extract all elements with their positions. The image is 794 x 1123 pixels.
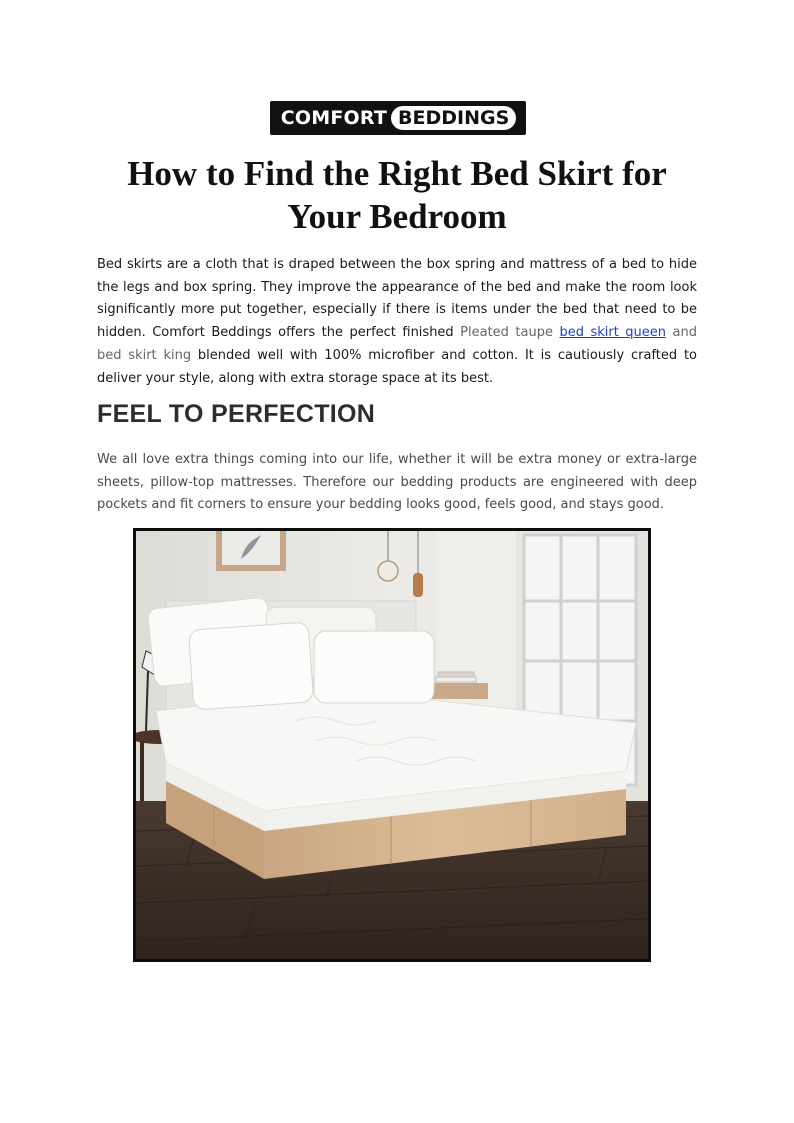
intro-text-after: blended well with 100% microfiber and cotton. It is cautiously crafted to deliver your style, along with extra storage space at its best. — [97, 347, 697, 386]
brand-logo — [270, 101, 526, 135]
logo-word-comfort: COMFORT — [280, 107, 387, 129]
bed-skirt-queen-link[interactable]: bed skirt queen — [559, 325, 667, 341]
bedroom-illustration — [136, 531, 648, 959]
wall-picture — [216, 531, 286, 571]
logo-word-beddings: BEDDINGS — [391, 106, 516, 130]
bed-skirt-photo — [133, 528, 651, 962]
section-paragraph: We all love extra things coming into our life, whether it will be extra money or extra-large sheets, pillow-top mattresses. Therefore our bedding products are engineered with deep pockets and fit corners to ensure your bedding looks good, feels good, and stays good. — [97, 452, 697, 513]
section-heading: FEEL TO PERFECTION — [97, 400, 376, 428]
intro-paragraph — [97, 254, 697, 390]
intro-muted-text: Pleated taupe — [460, 325, 560, 341]
intro-text-before: Bed skirts are a cloth that is draped between the box spring and mattress of a bed to hide the legs and box spring. They improve the appearance of the bed and make the room look significantly more put together, especially if there is items under the bed that need to be hidden. Comfort Beddings offers the perfect finished — [97, 257, 697, 341]
intro-muted-text-2: and bed skirt king — [97, 325, 697, 363]
page-title: How to Find the Right Bed Skirt for Your Bedroom — [127, 154, 667, 236]
